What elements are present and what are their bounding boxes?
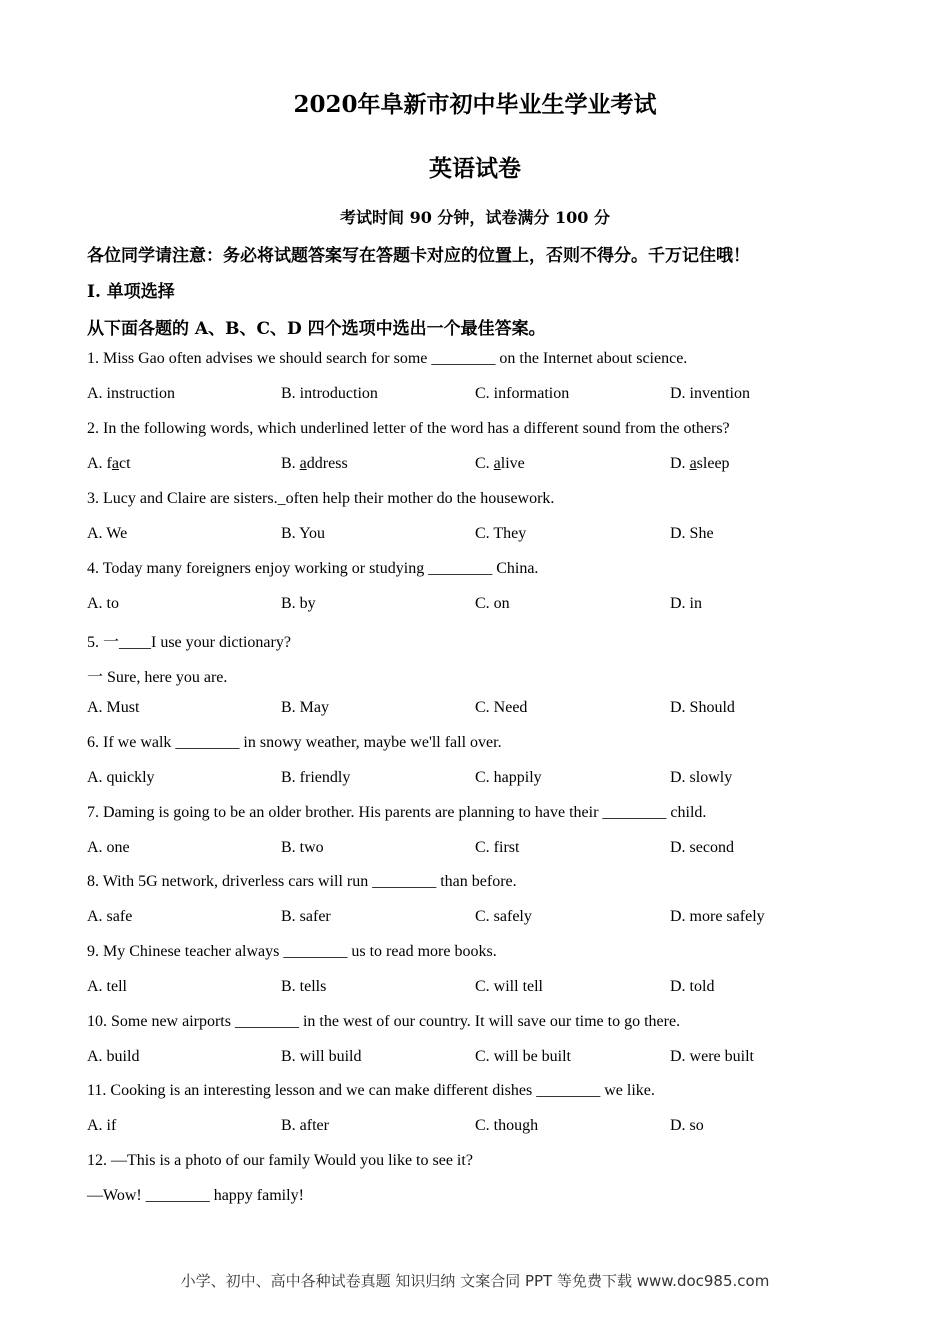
question-stem: 10. Some new airports ________ in the west of our country. It will save our time to go there.: [87, 1013, 681, 1030]
option-b: B. by: [281, 595, 316, 612]
option-c: C. will tell: [475, 978, 543, 995]
question-stem: 8. With 5G network, driverless cars will run ________ than before.: [87, 873, 517, 890]
options-row: [87, 769, 927, 793]
underlined-letter: a: [689, 455, 697, 472]
question-reply: —Wow! ________ happy family!: [87, 1187, 304, 1204]
option-a: A. quickly: [87, 769, 155, 786]
option-d: D. slowly: [670, 769, 733, 786]
option-b: B. safer: [281, 908, 331, 925]
option-d: D. She: [670, 525, 714, 542]
question-stem: 11. Cooking is an interesting lesson and we can make different dishes ________ we like.: [87, 1082, 655, 1099]
option-c: C. alive: [475, 455, 525, 472]
options-row: [87, 978, 927, 1002]
option-a: A. build: [87, 1048, 140, 1065]
question-stem: 7. Daming is going to be an older brother. His parents are planning to have their ________ child.: [87, 804, 707, 821]
options-row: [87, 839, 927, 863]
option-b: B. You: [281, 525, 326, 542]
option-d: D. more safely: [670, 908, 765, 925]
section-heading: I. 单项选择: [87, 282, 175, 302]
option-d: D. second: [670, 839, 734, 856]
exam-meta: 考试时间 90 分钟，试卷满分 100 分: [340, 208, 610, 227]
option-a: A. Must: [87, 699, 140, 716]
option-a: A. if: [87, 1117, 117, 1134]
option-a: A. to: [87, 595, 119, 612]
option-c: C. They: [475, 525, 527, 542]
option-c: C. will be built: [475, 1048, 571, 1065]
option-d: D. asleep: [670, 455, 730, 472]
option-b: B. friendly: [281, 769, 351, 786]
option-a: A. one: [87, 839, 130, 856]
option-d: D. so: [670, 1117, 704, 1134]
option-b: B. May: [281, 699, 329, 716]
underlined-letter: a: [111, 455, 119, 472]
underlined-letter: a: [299, 455, 307, 472]
underlined-letter: a: [493, 455, 501, 472]
option-a: A. We: [87, 525, 128, 542]
option-c: C. happily: [475, 769, 542, 786]
exam-title: 2020年阜新市初中毕业生学业考试: [293, 91, 657, 118]
option-d: D. told: [670, 978, 715, 995]
option-a: A. instruction: [87, 385, 175, 402]
option-c: C. safely: [475, 908, 532, 925]
option-d: D. were built: [670, 1048, 754, 1065]
question-stem: 4. Today many foreigners enjoy working or studying ________ China.: [87, 560, 539, 577]
option-c: C. Need: [475, 699, 528, 716]
option-a: A. fact: [87, 455, 131, 472]
options-row: [87, 525, 927, 549]
option-c: C. first: [475, 839, 520, 856]
option-b: B. two: [281, 839, 324, 856]
options-row: [87, 1117, 927, 1141]
page-footer: 小学、初中、高中各种试卷真题 知识归纳 文案合同 PPT 等免费下载 www.doc985.com: [180, 1272, 770, 1290]
option-b: B. after: [281, 1117, 329, 1134]
question-reply: 一 Sure, here you are.: [87, 669, 228, 686]
option-d: D. Should: [670, 699, 735, 716]
question-stem: 9. My Chinese teacher always ________ us to read more books.: [87, 943, 497, 960]
options-row: [87, 455, 927, 479]
option-b: B. introduction: [281, 385, 378, 402]
option-b: B. tells: [281, 978, 327, 995]
options-row: [87, 699, 927, 723]
question-stem: 5. 一____I use your dictionary?: [87, 634, 291, 651]
option-b: B. address: [281, 455, 348, 472]
option-a: A. safe: [87, 908, 133, 925]
option-a: A. tell: [87, 978, 127, 995]
options-row: [87, 1048, 927, 1072]
section-instruction: 从下面各题的 A、B、C、D 四个选项中选出一个最佳答案。: [87, 319, 546, 339]
exam-subtitle: 英语试卷: [429, 155, 521, 182]
question-stem: 2. In the following words, which underlined letter of the word has a different sound from the others?: [87, 420, 730, 437]
question-stem: 6. If we walk ________ in snowy weather, maybe we'll fall over.: [87, 734, 502, 751]
option-d: D. invention: [670, 385, 750, 402]
question-stem: 12. —This is a photo of our family Would you like to see it?: [87, 1152, 473, 1169]
option-c: C. information: [475, 385, 570, 402]
option-d: D. in: [670, 595, 702, 612]
option-c: C. on: [475, 595, 510, 612]
options-row: [87, 908, 927, 932]
options-row: [87, 385, 927, 409]
exam-notice: 各位同学请注意：务必将试题答案写在答题卡对应的位置上，否则不得分。千万记住哦！: [87, 246, 750, 266]
option-c: C. though: [475, 1117, 539, 1134]
options-row: [87, 595, 927, 619]
question-stem: 1. Miss Gao often advises we should search for some ________ on the Internet about science.: [87, 350, 688, 367]
option-b: B. will build: [281, 1048, 362, 1065]
question-stem: 3. Lucy and Claire are sisters._often help their mother do the housework.: [87, 490, 555, 507]
